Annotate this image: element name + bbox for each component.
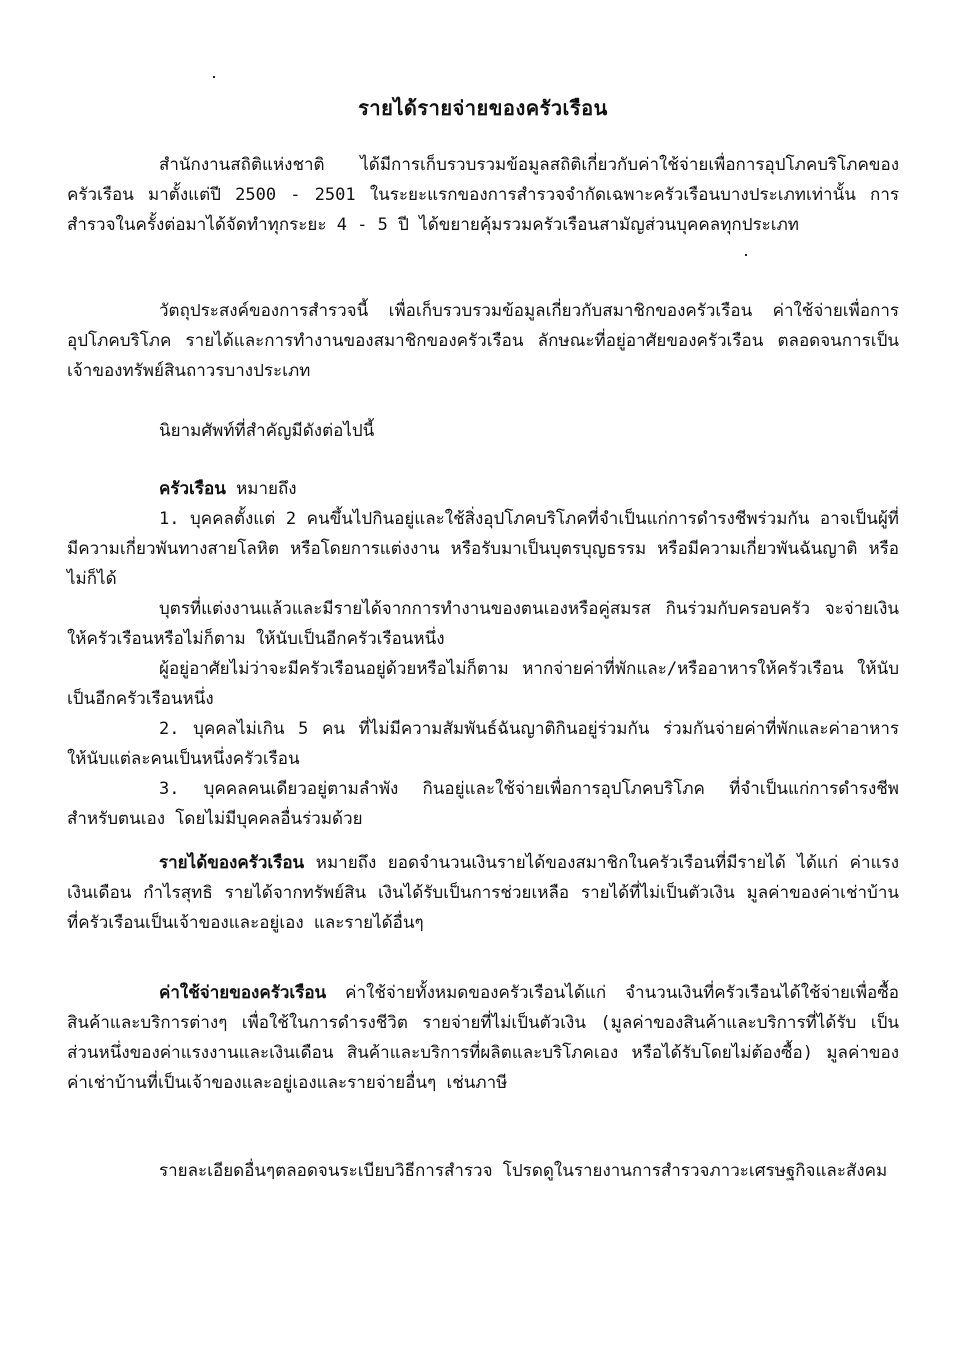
household-item-1-note-2: ผู้อยู่อาศัยไม่ว่าจะมีครัวเรือนอยู่ด้วยหรือไม่ก็ตาม หากจ่ายค่าที่พักและ/หรืออาหารให้ครัวเรือน ให้นับเป็นอีกครัวเรือนหนึ่ง: [67, 659, 899, 709]
scan-speck: [213, 76, 215, 78]
household-term: ครัวเรือน: [159, 479, 226, 499]
page-title: รายได้รายจ่ายของครัวเรือน: [358, 96, 608, 120]
income-definition: [67, 848, 899, 938]
closing-paragraph: รายละเอียดอื่นๆตลอดจนระเบียบวิธีการสำรวจ โปรดดูในรายงานการสำรวจภาวะเศรษฐกิจและสังคม: [159, 1161, 888, 1181]
household-item-1-note-1: บุตรที่แต่งงานแล้วและมีรายได้จากการทำงานของตนเองหรือคู่สมรส กินร่วมกับครอบครัว จะจ่ายเงินให้ครัวเรือนหรือไม่ก็ตาม ให้นับเป็นอีกครัวเรือนหนึ่ง: [67, 599, 899, 649]
expenditure-text: ค่าใช้จ่ายทั้งหมดของครัวเรือนได้แก่ จำนวนเงินที่ครัวเรือนได้ใช้จ่ายเพื่อซื้อสินค้าและบริการต่างๆ เพื่อใช้ในการดำรงชีวิต รายจ่ายที่ไม่เป็นตัวเงิน (มูลค่าของสินค้าและบริการที่ได้รับ เป็นส่วนหนึ่งของค่าแรงงานและเงินเดือน สินค้าและบริการที่ผลิตและบริโภคเอง หรือได้รับโดยไม่ต้องซื้อ) มูลค่าของค่าเช่าบ้านที่เป็นเจ้าของและอยู่เองและรายจ่ายอื่นๆ เช่นภาษี: [67, 983, 899, 1093]
household-item-2: 2. บุคคลไม่เกิน 5 คน ที่ไม่มีความสัมพันธ์ฉันญาติกินอยู่ร่วมกัน ร่วมกันจ่ายค่าที่พักและค่าอาหารให้นับแต่ละคนเป็นหนึ่งครัวเรือน: [67, 719, 899, 769]
scan-speck: [745, 254, 747, 256]
household-term-line: [67, 474, 899, 504]
intro-paragraph: สำนักงานสถิติแห่งชาติ ได้มีการเก็บรวบรวมข้อมูลสถิติเกี่ยวกับค่าใช้จ่ายเพื่อการอุปโภคบริโภคของครัวเรือน มาตั้งแต่ปี 2500 - 2501 ในระยะแรกของการสำรวจจำกัดเฉพาะครัวเรือนบางประเภทเท่านั้น การสำรวจในครั้งต่อมาได้จัดทำทุกระยะ 4 - 5 ปี ได้ขยายคุ้มรวมครัวเรือนสามัญส่วนบุคคลทุกประเภท: [67, 155, 899, 235]
expenditure-definition: [67, 978, 899, 1098]
household-definition: [67, 474, 899, 834]
household-item-3: 3. บุคคลคนเดียวอยู่ตามลำพัง กินอยู่และใช้จ่ายเพื่อการอุปโภคบริโภค ที่จำเป็นแก่การดำรงชีพสำหรับตนเอง โดยไม่มีบุคคลอื่นร่วมด้วย: [67, 779, 899, 829]
income-text: หมายถึง ยอดจำนวนเงินรายได้ของสมาชิกในครัวเรือนที่มีรายได้ ได้แก่ ค่าแรง เงินเดือน กำไรสุทธิ รายได้จากทรัพย์สิน เงินได้รับเป็นการช่วยเหลือ รายได้ที่ไม่เป็นตัวเงิน มูลค่าของค่าเช่าบ้านที่ครัวเรือนเป็นเจ้าของและอยู่เอง และรายได้อื่นๆ: [67, 853, 899, 933]
definitions-heading: นิยามศัพท์ที่สำคัญมีดังต่อไปนี้: [159, 421, 375, 441]
household-item-1: 1. บุคคลตั้งแต่ 2 คนขึ้นไปกินอยู่และใช้สิ่งอุปโภคบริโภคที่จำเป็นแก่การดำรงชีพร่วมกัน อาจเป็นผู้ที่มีความเกี่ยวพันทางสายโลหิต หรือโดยการแต่งงาน หรือรับมาเป็นบุตรบุญธรรม หรือมีความเกี่ยวพันฉันญาติ หรือไม่ก็ได้: [67, 509, 899, 589]
objective-paragraph: วัตถุประสงค์ของการสำรวจนี้ เพื่อเก็บรวบรวมข้อมูลเกี่ยวกับสมาชิกของครัวเรือน ค่าใช้จ่ายเพื่อการอุปโภคบริโภค รายได้และการทำงานของสมาชิกของครัวเรือน ลักษณะที่อยู่อาศัยของครัวเรือน ตลอดจนการเป็นเจ้าของทรัพย์สินถาวรบางประเภท: [67, 301, 899, 381]
income-term: รายได้ของครัวเรือน: [159, 853, 305, 873]
household-term-suffix: หมายถึง: [236, 479, 297, 499]
expenditure-term: ค่าใช้จ่ายของครัวเรือน: [159, 983, 327, 1003]
